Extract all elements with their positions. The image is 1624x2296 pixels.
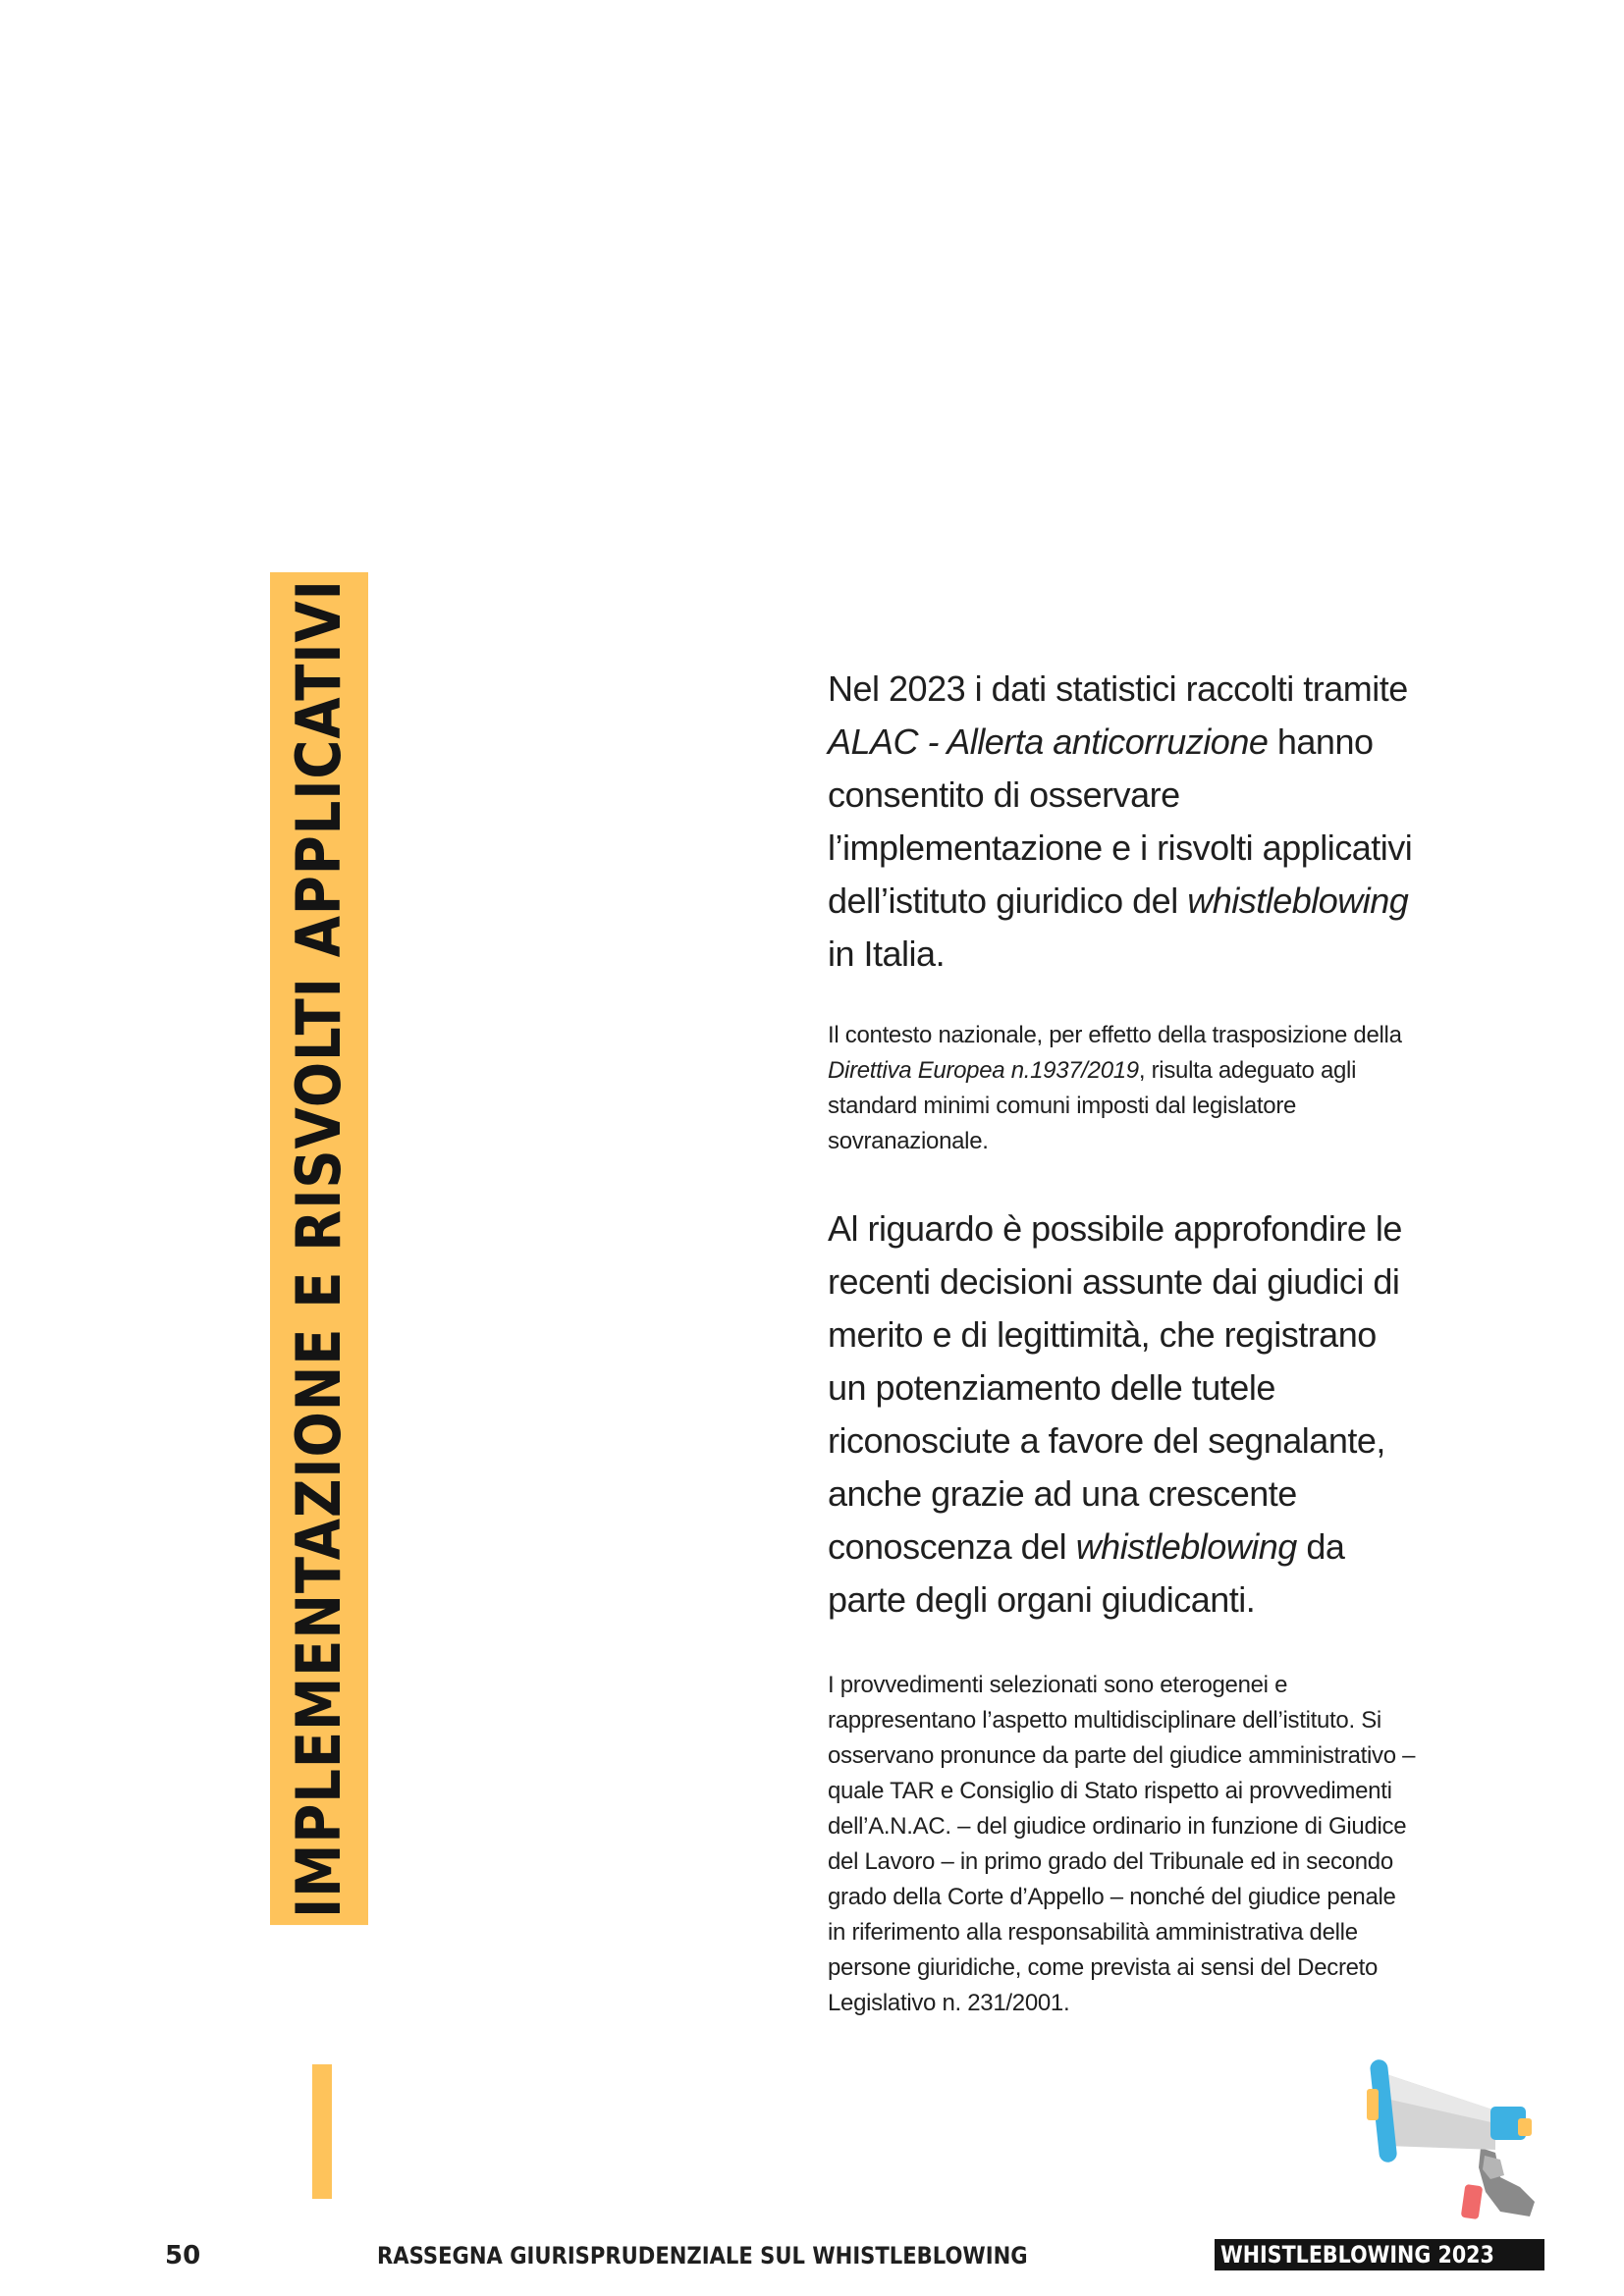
accent-bar [312, 2064, 332, 2199]
decisions-paragraph: Al riguardo è possibile approfondire le recenti decisioni assunte dai giudici di merito e di legittimità, che registrano un potenziamento delle tutele riconosciute a favore del segnalante, anche grazie ad una crescente conoscenza del whistleblowing da parte degli organi giudicanti. [828, 1208, 1402, 1620]
section-title [270, 478, 368, 2019]
page-number: 50 [165, 2241, 201, 2270]
footer-title: RASSEGNA GIURISPRUDENZIALE SUL WHISTLEBLOWING [377, 2242, 1028, 2269]
main-content [828, 663, 1417, 2021]
context-paragraph: Il contesto nazionale, per effetto della trasposizione della Direttiva Europea n.1937/2019, risulta adeguato agli standard minimi comuni imposti dal legislatore sovranazionale. [828, 1022, 1402, 1154]
intro-paragraph: Nel 2023 i dati statistici raccolti tramite ALAC - Allerta anticorruzione hanno consentito di osservare l’implementazione e i risvolti applicativi dell’istituto giuridico del whistleblowing in Italia. [828, 668, 1413, 974]
provisions-paragraph: I provvedimenti selezionati sono eterogenei e rappresentano l’aspetto multidisciplinare dell’istituto. Si osservano pronunce da parte del giudice amministrativo – quale TAR e Consiglio di Stato rispetto ai provvedimenti dell’A.N.AC. – del giudice ordinario in funzione di Giudice del Lavoro – in primo grado del Tribunale ed in secondo grado della Corte d’Appello – nonché del giudice penale in riferimento alla responsabilità amministrativa delle persone giuridiche, come prevista ai sensi del Decreto Legislativo n. 231/2001. [828, 1672, 1416, 2016]
section-title-text: IMPLEMENTAZIONE E RISVOLTI APPLICATIVI [270, 572, 368, 1925]
footer-badge: WHISTLEBLOWING 2023 [1215, 2239, 1544, 2270]
megaphone-icon [1353, 2030, 1549, 2226]
